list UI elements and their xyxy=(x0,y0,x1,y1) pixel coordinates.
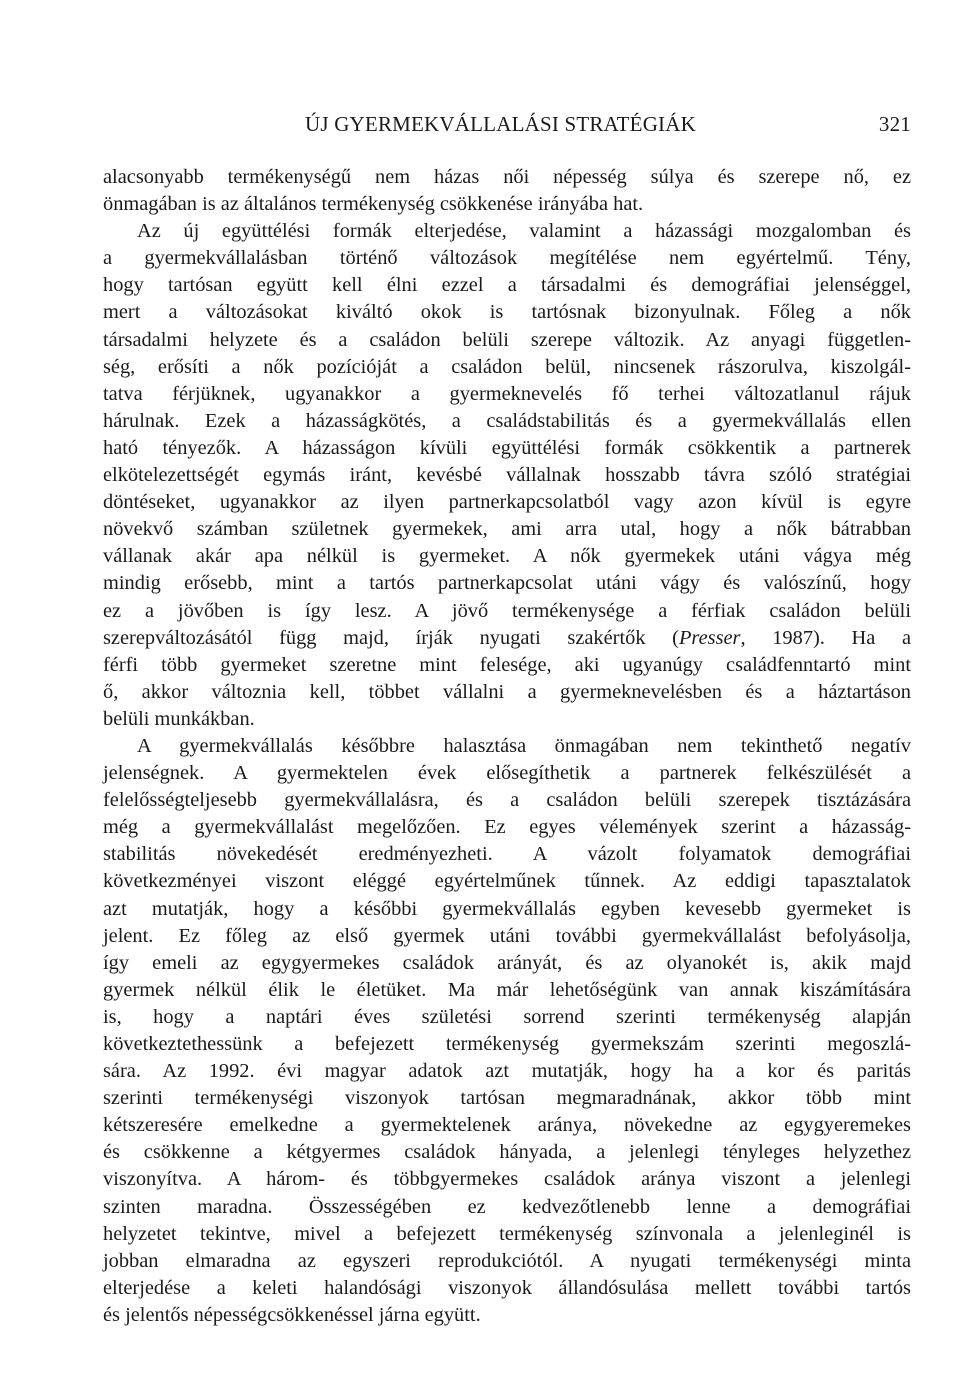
text-line: férfi több gyermeket szeretne mint felesége, aki ugyanúgy családfenntartó mint xyxy=(103,653,911,676)
text-line: ség, erősíti a nők pozícióját a családon belül, nincsenek rászorulva, kiszolgál- xyxy=(103,355,911,378)
text-line: sára. Az 1992. évi magyar adatok azt mutatják, hogy ha a kor és paritás xyxy=(103,1060,911,1083)
text-line: tatva férjüknek, ugyanakkor a gyermeknevelés fő terhei változatlanul rájuk xyxy=(103,382,911,405)
text-line: és jelentős népességcsökkenéssel járna együtt. xyxy=(103,1303,481,1326)
text-line: hogy tartósan együtt kell élni ezzel a társadalmi és demográfiai jelenséggel, xyxy=(103,274,911,297)
text-line: következtethessünk a befejezett termékenység gyermekszám szerinti megoszlá- xyxy=(103,1033,911,1055)
text-line: elterjedése a keleti halandósági viszonyok állandósulása mellett további tartós xyxy=(103,1276,911,1299)
running-header xyxy=(103,112,911,146)
text-line: stabilitás növekedését eredményezheti. A vázolt folyamatok demográfiai xyxy=(103,843,911,866)
text-line: így emeli az egygyermekes családok arányát, és az olyanokét is, akik majd xyxy=(103,951,911,974)
text-line: hárulnak. Ezek a házasságkötés, a családstabilitás és a gyermekvállalás ellen xyxy=(103,409,911,432)
text-line: szinten maradna. Összességében ez kedvezőtlenebb lenne a demográfiai xyxy=(103,1195,911,1218)
text-line: szerinti termékenységi viszonyok tartósan megmaradnának, akkor több mint xyxy=(103,1087,911,1110)
text-line: jelenségnek. A gyermektelen évek elősegíthetik a partnerek felkészülését a xyxy=(103,762,911,785)
text-line: azt mutatják, hogy a későbbi gyermekvállalás egyben kevesebb gyermeket is xyxy=(103,897,911,920)
text-line-with-citation xyxy=(103,625,911,652)
text-line: növekvő számban születnek gyermekek, ami arra utal, hogy a nők bátrabban xyxy=(103,518,911,541)
text-line: jobban elmaradna az egyszeri reprodukciótól. A nyugati termékenységi minta xyxy=(103,1249,911,1272)
paragraph xyxy=(103,733,911,1329)
text-line: gyermek nélkül élik le életüket. Ma már lehetőségünk van annak kiszámítására xyxy=(103,978,911,1001)
book-page xyxy=(103,112,911,1329)
paragraph xyxy=(103,218,911,733)
citation-suffix: , 1987). Ha a xyxy=(740,626,911,649)
text-line: belüli munkákban. xyxy=(103,707,255,730)
text-line: felelősségteljesebb gyermekvállalásra, és a családon belüli szerepek tisztázására xyxy=(103,789,911,812)
text-line: alacsonyabb termékenységű nem házas női népesség súlya és szerepe nő, ez xyxy=(103,166,911,188)
text-line: ez a jövőben is így lesz. A jövő termékenysége a férfiak családon belüli xyxy=(103,599,911,622)
text-line: helyzetet tekintve, mivel a befejezett termékenység színvonala a jelenleginél is xyxy=(103,1222,911,1245)
text-line: önmagában is az általános termékenység csökkenése irányába hat. xyxy=(103,193,644,216)
text-line: Az új együttélési formák elterjedése, valamint a házassági mozgalomban és xyxy=(137,220,911,243)
text-line: társadalmi helyzete és a családon belüli szerepe változik. Az anyagi független- xyxy=(103,328,911,351)
text-line: kétszeresére emelkedne a gyermektelenek aránya, növekedne az egygyeremekes xyxy=(103,1114,911,1137)
text-line: következményei viszont eléggé egyértelműnek tűnnek. Az eddigi tapasztalatok xyxy=(103,870,911,893)
text-line: a gyermekvállalásban történő változások megítélése nem egyértelmű. Tény, xyxy=(103,247,911,270)
text-line: mert a változásokat kiváltó okok is tartósnak bizonyulnak. Főleg a nők xyxy=(103,301,911,324)
text-line: A gyermekvállalás későbbre halasztása önmagában nem tekinthető negatív xyxy=(137,734,911,757)
text-line: viszonyítva. A három- és többgyermekes családok aránya viszont a jelenlegi xyxy=(103,1168,911,1191)
text-line: ő, akkor változnia kell, többet vállalni a gyermeknevelésben és a háztartáson xyxy=(103,680,911,703)
text-line: és csökkenne a kétgyermes családok hányada, a jelenlegi tényleges helyzethez xyxy=(103,1141,911,1164)
page-number: 321 xyxy=(878,112,911,136)
paragraph xyxy=(103,164,911,218)
text-line: még a gyermekvállalást megelőzően. Ez egyes vélemények szerint a házasság- xyxy=(103,816,911,839)
citation-author: Presser xyxy=(678,626,741,649)
text-line: vállanak akár apa nélkül is gyermeket. A nők gyermekek utáni vágya még xyxy=(103,545,911,568)
text-line: elkötelezettségét egymás iránt, kevésbé vállalnak hosszabb távra szóló stratégiai xyxy=(103,464,911,487)
text-line: is, hogy a naptári éves születési sorrend szerinti termékenység alapján xyxy=(103,1005,911,1028)
text-line: döntéseket, ugyanakkor az ilyen partnerkapcsolatból vagy azon kívül is egyre xyxy=(103,491,911,514)
text-line: jelent. Ez főleg az első gyermek utáni további gyermekvállalást befolyásolja, xyxy=(103,924,911,947)
text-line: ható tényezők. A házasságon kívüli együttélési formák csökkentik a partnerek xyxy=(103,436,911,459)
citation-prefix: szerepváltozásától függ majd, írják nyugati szakértők ( xyxy=(103,626,679,649)
running-title: ÚJ GYERMEKVÁLLALÁSI STRATÉGIÁK xyxy=(305,112,696,136)
text-line: mindig erősebb, mint a tartós partnerkapcsolat utáni vágy és valószínű, hogy xyxy=(103,572,911,595)
body-text xyxy=(103,164,911,1329)
